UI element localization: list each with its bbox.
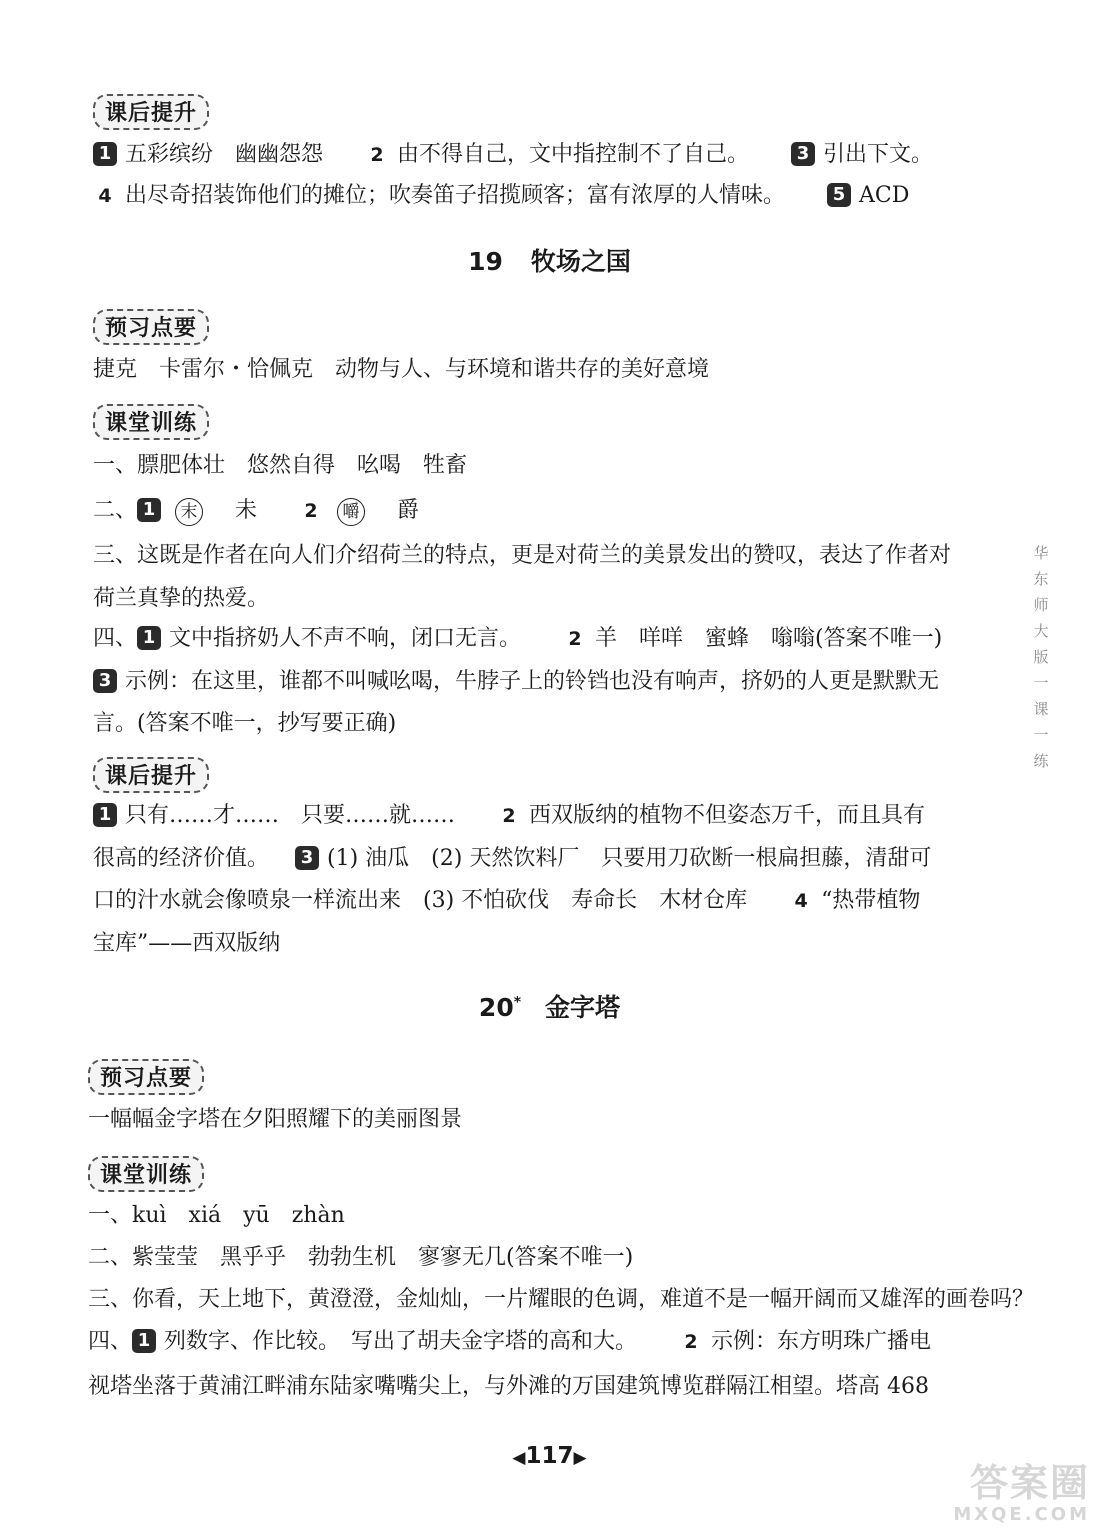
answer-line <box>93 886 920 916</box>
answer-text: 示例：东方明珠广播电 <box>711 1329 932 1354</box>
number-badge: 3 <box>791 142 815 166</box>
section-tag-classroom: 课堂训练 <box>88 1156 204 1192</box>
circled-char: 嚼 <box>337 498 365 526</box>
number-badge: 1 <box>137 626 161 650</box>
side-book-label: 华东师大版一课一练 <box>1033 544 1049 770</box>
answer-text: 出尽奇招装饰他们的摊位；吹奏笛子招揽顾客；富有浓厚的人情味。 <box>125 183 786 208</box>
number-plain: 4 <box>794 890 808 912</box>
number-badge: 1 <box>93 142 117 166</box>
number-badge: 3 <box>295 846 319 870</box>
number-plain: 2 <box>304 500 318 522</box>
answer-line: 言。(答案不唯一，抄写要正确) <box>93 711 397 736</box>
section-tag-classroom: 课堂训练 <box>93 404 209 440</box>
answer-text: 爵 <box>397 498 420 523</box>
answer-line: 三、你看，天上地下，黄澄澄，金灿灿，一片耀眼的色调，难道不是一幅开阔而又雄浑的画卷吗？ <box>88 1287 1035 1312</box>
answer-line: 宝库”——西双版纳 <box>93 931 281 956</box>
answer-line: 一、膘肥体壮 悠然自得 吆喝 牲畜 <box>93 453 468 478</box>
page-number-value: 117 <box>525 1443 574 1469</box>
answer-text: 示例：在这里，谁都不叫喊吆喝，牛脖子上的铃铛也没有响声，挤奶的人更是默默无 <box>125 669 940 694</box>
answer-line: 一、kuì xiá yū zhàn <box>88 1203 345 1228</box>
answer-text: ACD <box>859 183 910 208</box>
answer-text: 西双版纳的植物不但姿态万千，而且具有 <box>529 803 926 828</box>
number-plain: 2 <box>370 144 384 166</box>
answer-line <box>93 801 925 831</box>
answer-text: “热带植物 <box>821 888 921 913</box>
section-tag-preview: 预习点要 <box>93 309 209 345</box>
watermark-logo <box>920 1462 1090 1532</box>
preview-line: 捷克 卡雷尔・恰佩克 动物与人、与环境和谐共存的美好意境 <box>93 357 710 382</box>
page-left-arrow-icon: ◀ <box>512 1448 526 1468</box>
watermark-top: 答案圈 <box>969 1461 1090 1505</box>
optional-star: * <box>513 994 522 1011</box>
answer-text: 很高的经济价值。 <box>93 846 270 871</box>
answer-text: 羊 咩咩 蜜蜂 嗡嗡(答案不唯一) <box>595 626 943 651</box>
lesson-title <box>0 988 1099 1024</box>
answer-text: 未 <box>235 498 258 523</box>
lesson-name: 金字塔 <box>545 993 621 1022</box>
answer-line <box>93 667 939 697</box>
answer-text: 口的汁水就会像喷泉一样流出来 (3) 不怕砍伐 寿命长 木材仓库 <box>93 888 748 913</box>
answer-line <box>93 844 931 874</box>
answer-line <box>93 181 909 211</box>
question-prefix: 二、 <box>93 498 138 523</box>
circled-char: 末 <box>175 498 203 526</box>
page-right-arrow-icon: ▶ <box>573 1448 587 1468</box>
number-badge: 1 <box>93 803 117 827</box>
answer-line: 三、这既是作者在向人们介绍荷兰的特点，更是对荷兰的美景发出的赞叹，表达了作者对 <box>93 543 952 568</box>
number-plain: 2 <box>568 628 582 650</box>
answer-line <box>93 496 419 526</box>
answer-line <box>88 1327 931 1357</box>
lesson-number: 19 <box>468 247 503 276</box>
number-badge: 3 <box>93 669 117 693</box>
section-tag-preview: 预习点要 <box>88 1059 204 1095</box>
lesson-name: 牧场之国 <box>530 247 631 276</box>
question-prefix: 四、 <box>93 626 138 651</box>
answer-text: 由不得自己，文中指控制不了自己。 <box>397 142 750 167</box>
preview-line: 一幅幅金字塔在夕阳照耀下的美丽图景 <box>88 1107 463 1132</box>
answer-text: 文中指挤奶人不声不响，闭口无言。 <box>169 626 522 651</box>
answer-text: 列数字、作比较。 写出了胡夫金字塔的高和大。 <box>164 1329 638 1354</box>
number-plain: 2 <box>502 805 516 827</box>
number-plain: 2 <box>684 1331 698 1353</box>
number-badge: 1 <box>132 1329 156 1353</box>
answer-text: 只有……才…… 只要……就…… <box>125 803 456 828</box>
number-badge: 1 <box>137 498 161 522</box>
number-plain: 4 <box>98 185 112 207</box>
answer-line: 视塔坐落于黄浦江畔浦东陆家嘴嘴尖上，与外滩的万国建筑博览群隔江相望。塔高 468 <box>88 1374 929 1399</box>
answer-line: 二、紫莹莹 黑乎乎 勃勃生机 寥寥无几(答案不唯一) <box>88 1245 634 1270</box>
question-prefix: 四、 <box>88 1329 133 1354</box>
lesson-title <box>0 242 1099 278</box>
answer-line: 荷兰真挚的热爱。 <box>93 586 270 611</box>
answer-line <box>93 140 933 170</box>
answer-line <box>93 624 942 654</box>
watermark-bottom: MXQE.COM <box>953 1504 1090 1525</box>
section-tag-after-class: 课后提升 <box>93 757 209 793</box>
section-tag-after-class: 课后提升 <box>93 94 209 130</box>
lesson-number: 20 <box>478 993 514 1022</box>
answer-text: 引出下文。 <box>823 142 934 167</box>
answer-text: (1) 油瓜 (2) 天然饮料厂 只要用刀砍断一根扁担藤，清甜可 <box>327 846 932 871</box>
answer-text: 五彩缤纷 幽幽怨怨 <box>125 142 324 167</box>
number-badge: 5 <box>827 183 851 207</box>
